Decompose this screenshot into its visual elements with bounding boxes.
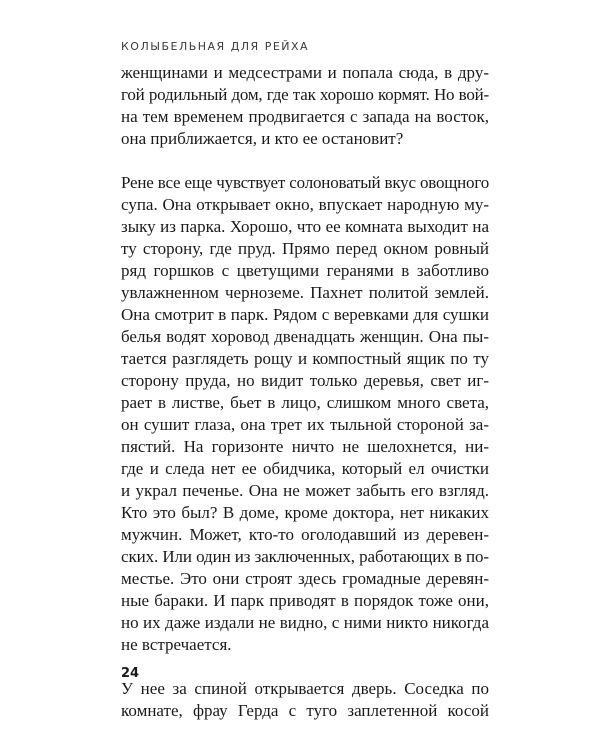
text-line: тается разглядеть рощу и компостный ящик по ту	[121, 349, 489, 368]
paragraph	[121, 62, 489, 150]
text-line: комнате, фрау Герда с туго заплетенной косой	[121, 701, 489, 720]
text-line: Она смотрит в парк. Рядом с веревками для сушки	[121, 305, 489, 324]
text-line: белья водят хоровод двенадцать женщин. Она пы-	[121, 327, 489, 346]
text-line: рает в листве, бьет в лицо, слишком много света,	[121, 393, 489, 412]
text-line: не встречается.	[121, 635, 232, 654]
text-line: он сушит глаза, она трет их тыльной стороной за-	[121, 415, 489, 434]
text-line: но их даже издали не видно, с ними никто никогда	[121, 613, 489, 632]
text-line: местье. Это они строят здесь громадные деревян-	[121, 569, 489, 588]
text-line: на тем временем продвигается с запада на восток,	[121, 107, 489, 126]
text-line: зыку из парка. Хорошо, что ее комната выходит на	[121, 217, 489, 236]
text-line: она приближается, и кто ее остановит?	[121, 129, 404, 148]
text-line: Рене все еще чувствует солоноватый вкус овощного	[121, 173, 489, 192]
text-line: пястий. На горизонте ничто не шелохнется, ни-	[121, 437, 489, 456]
text-line: сторону пруда, но видит только деревья, свет иг-	[121, 371, 489, 390]
text-line: мужчин. Может, кто-то оголодавший из деревен-	[121, 525, 489, 544]
paragraph	[121, 172, 489, 656]
text-line: ту сторону, где пруд. Прямо перед окном ровный	[121, 239, 489, 258]
text-line: и украл печенье. Она не может забыть его взгляд.	[121, 481, 489, 500]
paragraph	[121, 678, 489, 722]
running-head-title: КОЛЫБЕЛЬНАЯ ДЛЯ РЕЙХА	[121, 40, 310, 53]
text-line: ряд горшков с цветущими геранями в заботливо	[121, 261, 489, 280]
body-text	[121, 62, 489, 722]
text-line: У нее за спиной открывается дверь. Соседка по	[121, 679, 489, 698]
page-number: 24	[121, 666, 140, 681]
text-line: Кто это был? В доме, кроме доктора, нет никаких	[121, 503, 489, 522]
text-line: супа. Она открывает окно, впускает народную му-	[121, 195, 489, 214]
text-line: ских. Или один из заключенных, работающих в по-	[121, 547, 489, 566]
text-line: где и следа нет ее обидчика, который ел очистки	[121, 459, 489, 478]
text-line: ные бараки. И парк приводят в порядок тоже они,	[121, 591, 489, 610]
text-line: женщинами и медсестрами и попала сюда, в дру-	[121, 63, 489, 82]
text-line: гой родильный дом, где так хорошо кормят. Но вой-	[121, 85, 489, 104]
text-line: увлажненном черноземе. Пахнет политой землей.	[121, 283, 489, 302]
